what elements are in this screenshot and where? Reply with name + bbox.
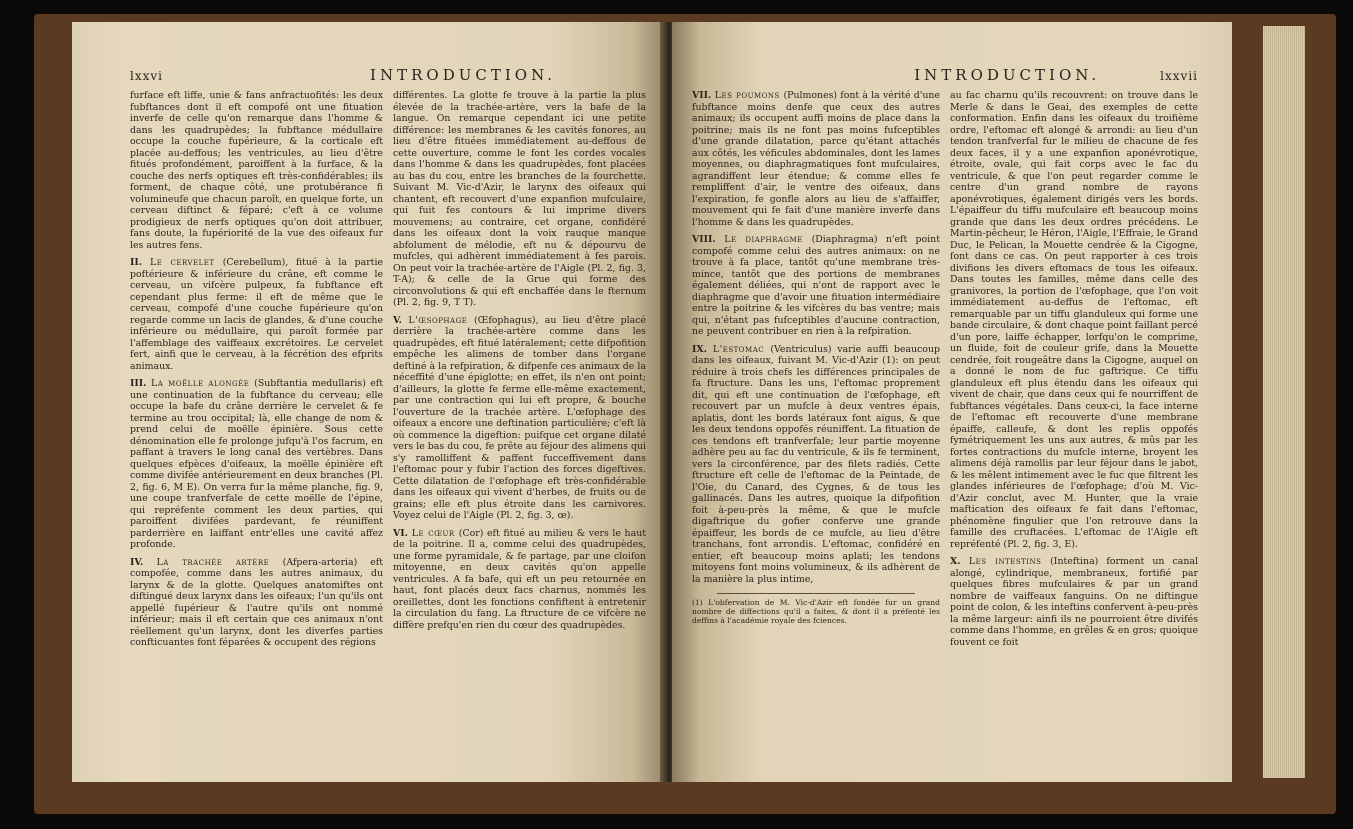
paragraph-text: (Pulmones) font à la vérité d'une fubftance moins denfe que ceux des autres animaux; ils occupent auffi moins de place dans la poitrine; mais ils ne font pas moins fufceptibles d'une grande dilatation, parce qu'étant attachés aux côtés, les véficules abdominales, dont les lames moyennes, ou diaphragmatiques font mufculaires, agrandiffent leur étendue; & comme elles fe rempliffent d'air, le ventre des oifeaux, dans l'expiration, fe gonfle alors au lieu de s'affaiffer, mouvement qui fe fait d'une manière inverfe dans l'homme & dans les quadrupèdes.	[692, 90, 940, 228]
section-heading: Le cœur	[411, 527, 459, 539]
section-heading: L'œsophage	[408, 314, 474, 326]
paragraph	[393, 90, 646, 309]
right-column-1-body	[692, 90, 940, 585]
section-number: VIII.	[692, 234, 725, 245]
paragraph-text: différentes. La glotte fe trouve à la partie la plus élevée de la trachée-artère, vers la bafe de la langue. On remarque cependant ici une petite différence: les membranes & les cavités fonores, au lieu d'être fituées immédiatement au-deffous de cette ouverture, comme le font les cordes vocales dans l'homme & dans les quadrupèdes, font placées au bas du cou, entre les branches de la fourchette. Suivant M. Vic-d'Azir, le larynx des oifeaux qui chantent, eft recouvert d'une expanfion mufculaire, qui fuit fes contours & lui imprime divers mouvemens; au contraire, cet organe, confidéré dans les oifeaux dont la voix rauque manque abfolument de mélodie, eft nu & dépourvu de mufcles, qui adhèrent immédiatement à fes parois. On peut voir la trachée-artère de l'Aigle (Pl. 2, fig. 3, T-A); & celle de la Grue qui forme des circonvolutions & qui eft enchaffée dans le fternum (Pl. 2, fig. 9, T T).	[393, 90, 646, 308]
paragraph	[692, 234, 940, 338]
section-heading: La moëlle alongée	[151, 378, 255, 389]
paragraph	[692, 344, 940, 586]
paragraph-text: au fac charnu qu'ils recouvrent: on trouve dans le Merle & dans le Geai, des exemples de cette conformation. Enfin dans les oifeaux du troifième ordre, l'eftomac eft alongé & arrondi: au lieu d'un tendon tranfverfal fur le milieu de chacune de fes deux faces, il y a une expanfion aponévrotique, étroite, ovale, qui fait corps avec le fac du ventricule, & que l'on peut regarder comme le centre d'un grand nombre de rayons aponévrotiques, également dirigés vers les bords. L'épaiffeur du tiffu mufculaire eft beaucoup moins grande que dans les deux ordres précédens. Le Martin-pêcheur, le Héron, l'Aigle, l'Effraie, le Grand Duc, le Pelican, la Mouette cendrée & la Cigogne, font dans ce cas. On peut rapporter à ces trois divifions les divers eftomacs de tous les oifeaux. Dans toutes les familles, même dans celle des granivores, la portion de l'œfophage, que l'on voit immédiatement au-deffus de l'eftomac, eft remarquable par un tiffu glanduleux qui forme une bande circulaire, & dont chaque point faillant percé d'un pore, laiffe échapper, lorfqu'on le comprime, un fluide, foit de couleur grife, dans la Mouette cendrée, foit rougeâtre dans la Cigogne, auquel on a donné le nom de fuc gaftrique. Ce tiffu glanduleux eft plus étendu dans les oifeaux qui vivent de chair, que dans ceux qui fe nourriffent de fubftances végétales. Dans ceux-ci, la face interne de l'eftomac eft recouverte d'une membrane épaiffe, calleufe, & dont les replis oppofés fymétriquement les uns aux autres, & mûs par les fortes contractions du mufcle interne, broyent les alimens déjà ramollis par leur féjour dans le jabot, & les mêlent intimement avec le fuc que filtrent les glandes inférieures de l'œfophage; d'où M. Vic-d'Azir conclut, avec M. Hunter, que la vraie maftication des oifeaux fe fait dans l'eftomac, phénomène fingulier que l'on retrouve dans la famille des cruftacées. L'eftomac de l'Aigle eft repréfenté (Pl. 2, fig. 3, E).	[950, 90, 1198, 550]
right-page-number: lxxvii	[1160, 69, 1198, 83]
footnote-rule	[717, 593, 915, 594]
section-number: V.	[393, 314, 409, 326]
right-running-head: INTRODUCTION.	[914, 66, 1101, 84]
paragraph-text: (Subftantia medullaris) eft une continuation de la fubftance du cerveau; elle occupe la bafe du crâne derrière le cervelet & fe termine au trou occipital; là, elle change de nom & prend celui de moëlle épinière. Sous cette dénomination elle fe prolonge jufqu'à l'os facrum, en paffant à travers le long canal des vertèbres. Dans quelques efpèces d'oifeaux, la moëlle épinière eft comme divifée antérieurement en deux branches (Pl. 2, fig. 6, M E). On verra fur la même planche, fig. 9, une coupe tranfverfale de cette moëlle de l'épine, qui repréfente comment les deux parties, qui paroiffent divifées pardevant, fe réuniffent parderrière en laiffant entr'elles une cavité affez profonde.	[130, 378, 383, 550]
paragraph	[950, 556, 1198, 648]
right-page	[672, 22, 1232, 782]
paragraph-text: (Inteftina) forment un canal alongé, cylindrique, membraneux, fortifié par quelques fibres mufculaires & par un grand nombre de vaiffeaux fanguins. On ne diftingue point de colon, & les inteftins confervent à-peu-près la même largeur: ainfi ils ne pourroient être divifés comme dans l'homme, en grêles & en gros; quoique fouvent ce foit	[950, 556, 1198, 648]
paragraph	[130, 257, 383, 372]
left-page-header	[130, 66, 646, 84]
paragraph-text: (Cor) eft fitué au milieu & vers le haut de la poitrine. Il a, comme celui des quadrupèdes, une forme pyramidale, & fe partage, par une cloifon mitoyenne, en deux cavités qu'on appelle ventricules. A fa bafe, qui eft un peu retournée en haut, font placés deux facs charnus, nommés les oreillettes, dont les fonctions confiftent à entretenir la circulation du fang. La ftructure de ce vifcère ne diffère prefqu'en rien du cœur des quadrupèdes.	[393, 527, 646, 631]
paragraph	[130, 378, 383, 551]
left-page	[72, 22, 668, 782]
right-column-2	[950, 90, 1198, 654]
paragraph-text: (Cerebellum), fitué à la partie poftérieure & inférieure du crâne, eft comme le cerveau, un vifcère pulpeux, fa fubftance eft cependant plus ferme: il eft de même que le cerveau, compofé d'une couche fupérieure qu'on regarde comme un lacis de glandes, & d'une couche inférieure ou médullaire, qui paroît formée par l'affemblage des vaiffeaux excrétoires. Le cervelet fert, ainfi que le cerveau, à la fécrétion des efprits animaux.	[130, 257, 383, 372]
section-heading: La trachée artère	[156, 556, 283, 568]
right-columns	[692, 90, 1198, 654]
section-number: VI.	[393, 527, 412, 539]
paragraph	[130, 557, 383, 649]
right-page-header	[692, 66, 1198, 84]
paragraph-text: (Ventriculus) varie auffi beaucoup dans les oifeaux, fuivant M. Vic-d'Azir (1): on peut réduire à trois chefs les différences principales de fa ftructure. Dans les uns, l'eftomac proprement dit, qui eft une continuation de l'œfophage, eft recouvert par un mufcle à deux ventres épais, aplatis, dont les bords latéraux font aigus, & que les deux tendons oppofés réuniffent. La fituation de ces tendons eft tranfverfale; leur partie moyenne adhère peu au fac du ventricule, & ils fe terminent, vers la circonférence, par des filets radiés. Cette ftructure eft celle de l'eftomac de la Peintade, de l'Oie, du Canard, des Cygnes, & de tous les gallinacés. Dans les autres, quoique la difpofition foit à-peu-près la même, & que le mufcle digaftrique du gofier conferve une grande épaiffeur, les bords de ce mufcle, au lieu d'être tranchans, font arrondis. L'eftomac, confidéré en entier, eft beaucoup moins aplati; les tendons mitoyens font moins volumineux, & ils adhèrent de la manière la plus intime,	[692, 343, 940, 585]
section-heading: Les poumons	[714, 90, 784, 101]
paragraph-text: (Œfophagus), au lieu d'être placé derrière la trachée-artère comme dans les quadrupèdes, eft fitué latéralement; cette difpofition empêche les alimens de tomber dans l'organe deftiné à la refpiration, & difpenfe ces animaux de la néceffité d'une épiglotte; en effet, ils n'en ont point; d'ailleurs, la glotte fe ferme elle-même exactement, par une contraction qui lui eft propre, & bouche l'ouverture de la trachée artère. L'œfophage des oifeaux a encore une deftination particulière; c'eft là où commence la digeftion: puifque cet organe dilaté vers le bas du cou, fe prête au féjour des alimens qui s'y ramolliffent & paffent fucceffivement dans l'eftomac pour y fubir l'action des forces digeftives. Cette dilatation de l'œfophage eft très-confidérable dans les oifeaux qui vivent d'herbes, de fruits ou de grains; elle eft plus étroite dans les carnivores. Voyez celui de l'Aigle (Pl. 2, fig. 3, œ).	[393, 314, 646, 521]
page-edges	[1263, 26, 1305, 778]
section-heading: Le cervelet	[149, 257, 223, 268]
paragraph	[130, 90, 383, 251]
section-number: IV.	[130, 556, 157, 568]
paragraph-text: (Diaphragma) n'eft point compofé comme celui des autres animaux: on ne trouve à fa place, tantôt qu'une membrane très-mince, tantôt que des portions de membranes également déliées, qui n'ont de rapport avec le diaphragme que d'avoir une fituation intermédiaire entre la poitrine & les vifcères du bas ventre; mais qui, n'étant pas fufceptibles d'aucune contraction, ne peuvent contribuer en rien à la refpiration.	[692, 234, 940, 337]
paragraph	[393, 528, 646, 632]
section-heading: Le diaphragme	[724, 234, 812, 245]
section-heading: Les intestins	[968, 556, 1051, 567]
footnote: (1) L'obfervation de M. Vic-d'Azir eft fondée fur un grand nombre de diffections qu'il a faites, & dont il a préfenté les deffins à l'académie royale des fciences.	[692, 598, 940, 625]
section-heading: L'estomac	[712, 343, 771, 355]
right-column-1	[692, 90, 940, 654]
left-running-head: INTRODUCTION.	[370, 66, 556, 84]
section-number: III.	[130, 378, 152, 389]
paragraph	[393, 315, 646, 522]
section-number: X.	[950, 556, 969, 567]
left-page-number: lxxvi	[130, 69, 163, 83]
paragraph-text: (Afpera-arteria) eft compofée, comme dans les autres animaux, du larynx & de la glotte. Quelques anatomiftes ont diftingué deux larynx dans les oifeaux; l'un qu'ils ont appellé fupérieur & l'autre qu'ils ont nommé inférieur; mais il eft certain que ces animaux n'ont réellement qu'un larynx, dont les diverfes parties confticuantes font féparées & occupent des régions	[130, 556, 384, 648]
left-column-1	[130, 90, 383, 655]
section-number: VII.	[692, 90, 715, 101]
left-columns	[130, 90, 646, 655]
section-number: IX.	[692, 343, 713, 355]
left-column-2	[393, 90, 646, 655]
section-number: II.	[130, 257, 150, 268]
paragraph-text: furface eft liffe, unie & fans anfractuofités: les deux fubftances dont il eft compofé ont une fituation inverfe de celle qu'on remarque dans l'homme & dans les quadrupèdes; la fubftance médullaire occupe la couche fupérieure, & la corticale eft placée au-deffous; les ventricules, au lieu d'être fitués profondément, paroiffent à la furface, & la couche des nerfs optiques eft très-confidérables; ils forment, de chaque côté, une protubérance fi volumineufe que chacun paroît, en quelque forte, un cerveau diftinct & féparé; c'eft à ce volume prodigieux de nerfs optiques qu'on doit attribuer, fans doute, la fupériorité de la vue des oifeaux fur les autres fens.	[130, 90, 383, 251]
paragraph	[692, 90, 940, 228]
paragraph	[950, 90, 1198, 550]
